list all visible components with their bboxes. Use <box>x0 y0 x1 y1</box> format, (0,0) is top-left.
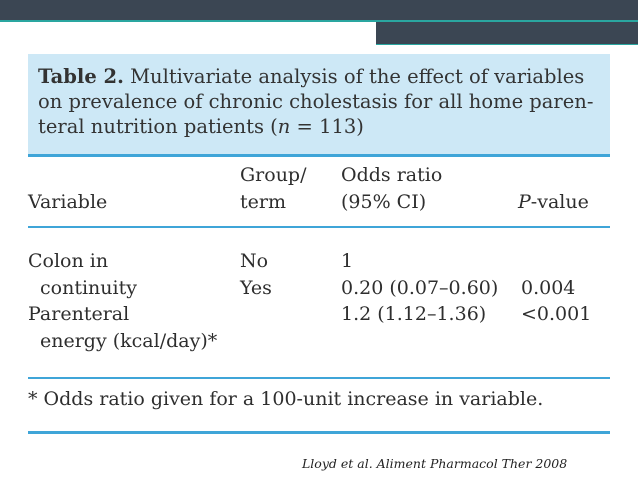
row1-odds-line1: 1 <box>341 250 354 272</box>
table-top-rule <box>28 154 610 157</box>
header-p-symbol: P <box>518 191 531 213</box>
caption-line-1-text: Multivariate analysis of the effect of variables <box>130 65 585 88</box>
header-bar <box>0 0 638 20</box>
header-variable: Variable <box>28 191 108 213</box>
row2-variable-line2: energy (kcal/day)* <box>40 330 218 352</box>
header-block-accent <box>376 44 638 45</box>
table-body-rule <box>28 377 610 379</box>
citation: Lloyd et al. Aliment Pharmacol Ther 2008 <box>302 456 568 471</box>
caption-line-3-post: = 113) <box>290 115 364 138</box>
table-footnote: * Odds ratio given for a 100-unit increase in variable. <box>28 388 544 410</box>
table-caption <box>28 54 610 154</box>
caption-line-2: on prevalence of chronic cholestasis for all home paren- <box>38 90 594 113</box>
caption-label: Table 2. <box>38 65 124 88</box>
header-block <box>376 22 638 44</box>
header-group-line1: Group/ <box>240 164 307 186</box>
table-header-rule <box>28 226 610 228</box>
header-p-rest: -value <box>530 191 589 213</box>
header-odds-line1: Odds ratio <box>341 164 443 186</box>
table-bottom-rule <box>28 431 610 434</box>
row1-p-value: 0.004 <box>521 277 576 299</box>
row1-group-line2: Yes <box>240 277 272 299</box>
row1-group-line1: No <box>240 250 269 272</box>
header-odds-line2: (95% CI) <box>341 191 427 213</box>
caption-line-1 <box>38 64 602 89</box>
header-p-value <box>518 189 589 215</box>
row1-variable-line1: Colon in <box>28 250 109 272</box>
row2-odds: 1.2 (1.12–1.36) <box>341 303 487 325</box>
caption-n-symbol: n <box>277 115 291 138</box>
caption-line-3 <box>38 114 602 139</box>
row2-p-value: <0.001 <box>521 303 592 325</box>
row2-variable-line1: Parenteral <box>28 303 130 325</box>
caption-line-3-pre: teral nutrition patients ( <box>38 115 278 138</box>
row1-odds-line2: 0.20 (0.07–0.60) <box>341 277 499 299</box>
header-group-line2: term <box>240 191 286 213</box>
row1-variable-line2: continuity <box>40 277 137 299</box>
